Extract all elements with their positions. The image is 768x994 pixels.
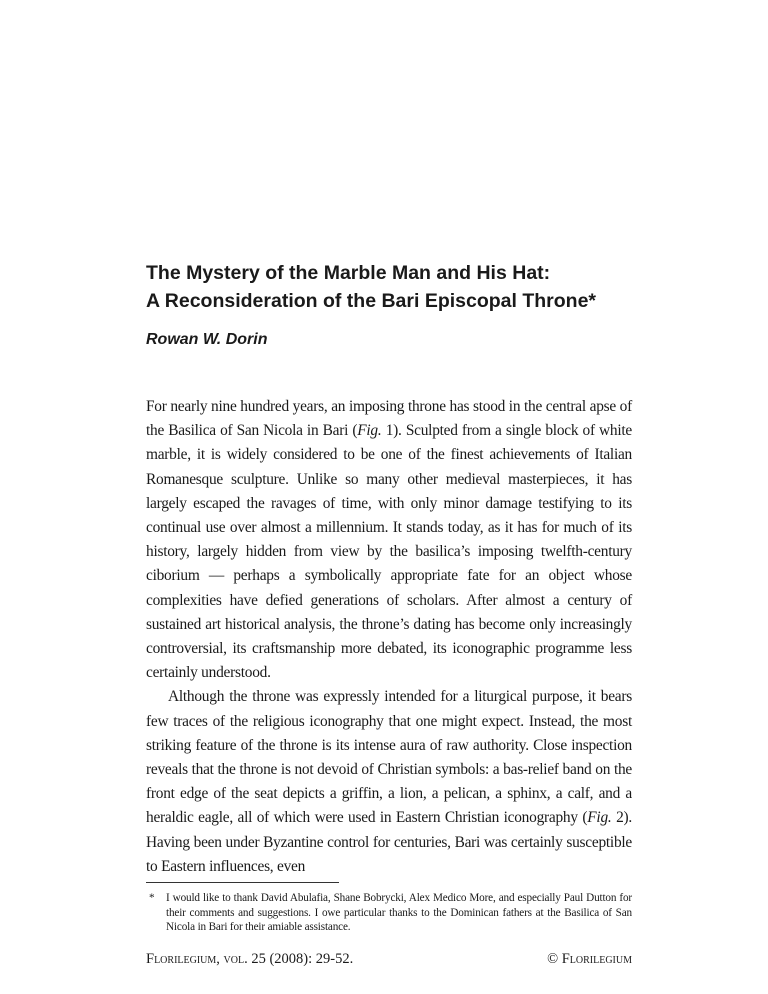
- volume-citation: , vol. 25 (2008): 29-52.: [216, 951, 354, 967]
- journal-citation: [146, 950, 353, 968]
- footnote-text: I would like to thank David Abulafia, Shane Bobrycki, Alex Medico More, and especially Paul Dutton for their comments and suggestions. I owe particular thanks to the Dominican fathers at the Basilica of San Nicola in Bari for their amiable assistance.: [166, 892, 632, 934]
- title-line-1: The Mystery of the Marble Man and His Hat:: [146, 262, 551, 284]
- paragraph-1-text-b: 1). Sculpted from a single block of white marble, it is widely considered to be one of the finest achievements of Italian Romanesque sculpture. Unlike so many other medieval masterpieces, it has largely escaped the ravages of time, with only minor damage testifying to its continual use over almost a millennium. It stands today, as it has for much of its history, largely hidden from view by the basilica’s imposing twelfth-century ciborium — perhaps a symbolically appropriate fate for an object whose complexities have defied generations of scholars. After almost a century of sustained art historical analysis, the throne’s dating has become only increasingly controversial, its craftsmanship more debated, its iconographic programme less certainly understood.: [146, 422, 633, 682]
- page-footer: [146, 950, 632, 968]
- article-title: [146, 259, 666, 315]
- paragraph-1-text-a: For nearly nine hundred years, an imposing throne has stood in the central apse of the Basilica of San Nicola in Bari (: [146, 398, 632, 440]
- figure-1-reference: Fig.: [357, 422, 382, 440]
- footnote-marker: *: [149, 892, 155, 904]
- paragraph-2-text-b: 2). Having been under Byzantine control for centuries, Bari was certainly susceptible to Eastern influences, even: [146, 809, 632, 875]
- paragraph-2-text-a: Although the throne was expressly intended for a liturgical purpose, it bears few traces of the religious iconography that one might expect. Instead, the most striking feature of the throne is its intense aura of raw authority. Close inspection reveals that the throne is not devoid of Christian symbols: a bas-relief band on the front edge of the seat depicts a griffin, a lion, a pelican, a sphinx, a calf, and a heraldic eagle, all of which were used in Eastern Christian iconography (: [146, 688, 632, 827]
- article-body: [146, 395, 632, 879]
- journal-name: Florilegium: [146, 951, 217, 967]
- paragraph-2: [146, 685, 632, 879]
- copyright-notice: [547, 950, 632, 968]
- copyright-holder: Florilegium: [561, 951, 632, 967]
- copyright-symbol: ©: [547, 951, 559, 967]
- figure-2-reference: Fig.: [587, 809, 612, 827]
- title-line-2: A Reconsideration of the Bari Episcopal Throne*: [146, 290, 597, 312]
- footnote: [146, 891, 632, 935]
- author-name: Rowan W. Dorin: [146, 331, 268, 348]
- footnote-divider: [146, 882, 339, 883]
- paragraph-1: [146, 395, 632, 685]
